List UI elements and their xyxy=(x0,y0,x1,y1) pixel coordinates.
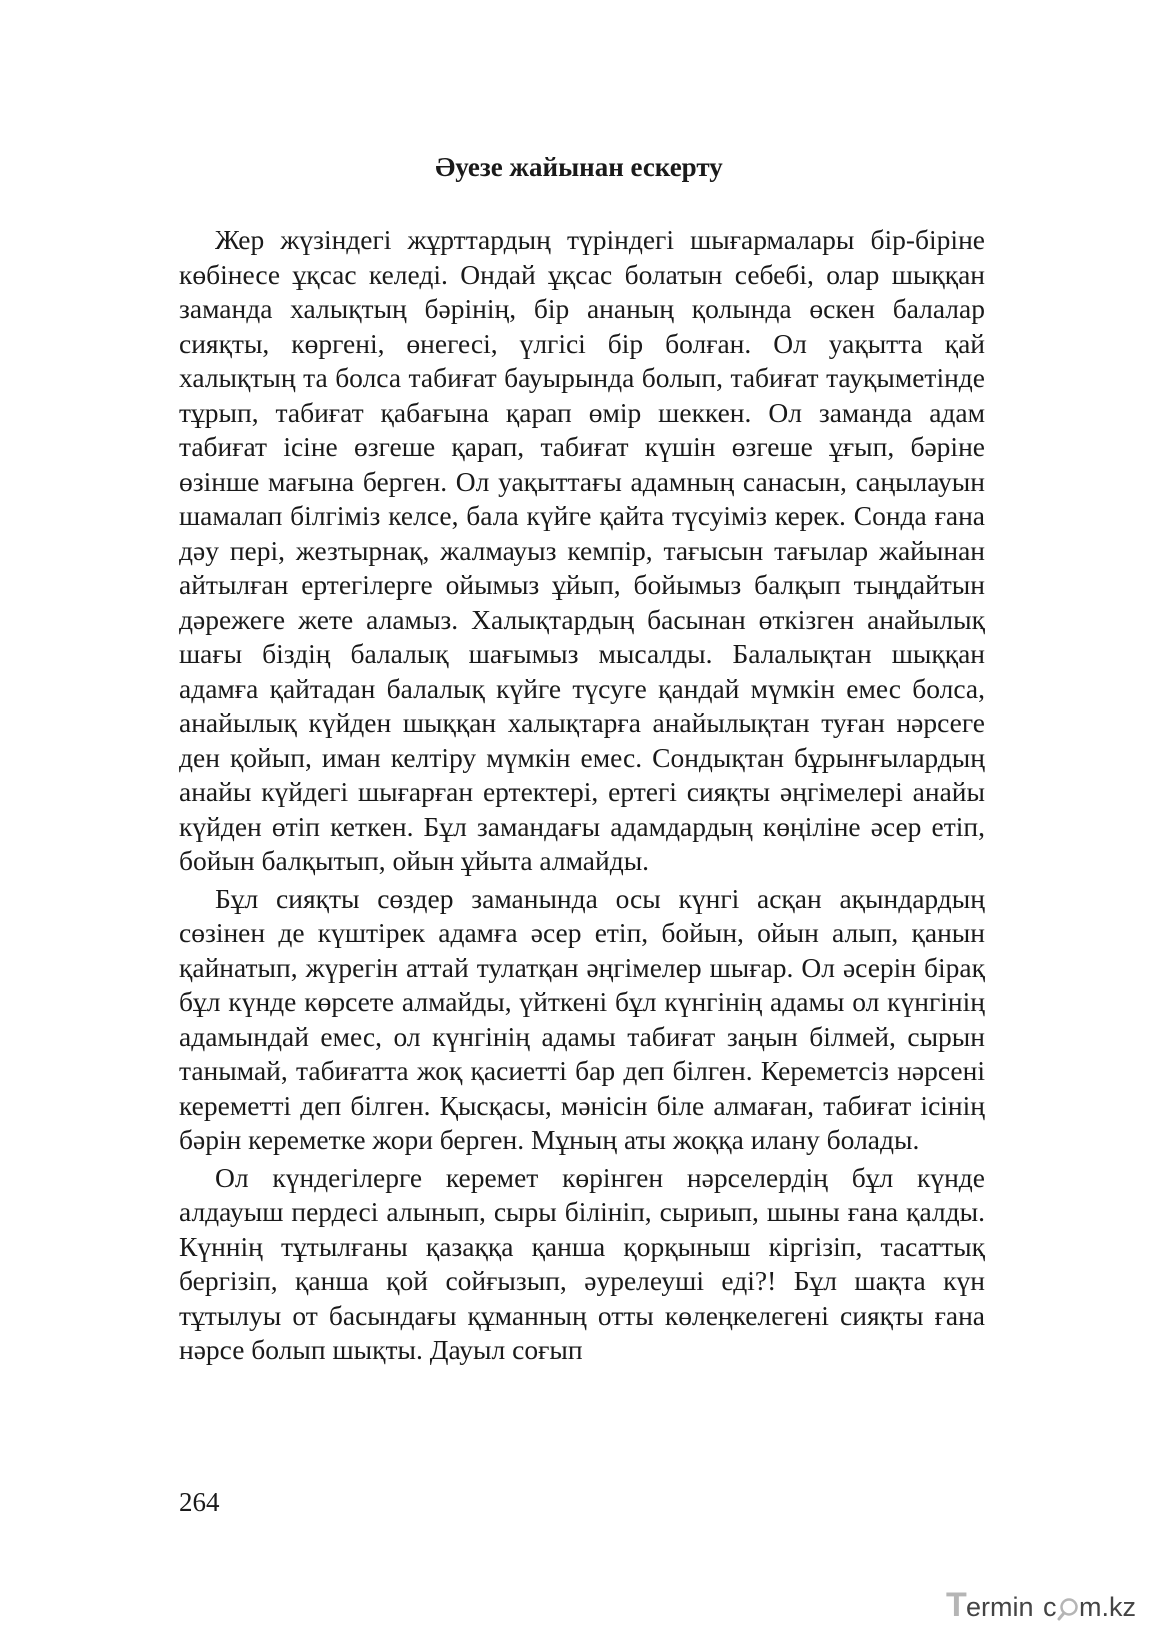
terminkom-logo xyxy=(946,1586,1146,1626)
magnifier-icon xyxy=(1059,1600,1077,1620)
paragraph: Ол күндегілерге керемет көрінген нәрселердің бұл күнде алдауыш пердесі алынып, сыры білініп, сыриып, шыны ғана қалды. Күннің тұтылғаны қазаққа қанша қорқыныш кіргізіп, тасаттық бергізіп, қанша қой сойғызып, әурелеуші еді?! Бұл шақта күн тұтылуы от басындағы құманның отты көлеңкелегені сияқты ғана нәрсе болып шықты. Дауыл соғып xyxy=(179,1161,985,1365)
page-number: 264 xyxy=(179,1487,220,1517)
logo-text-part2: m.kz xyxy=(1079,1592,1136,1622)
body-text xyxy=(179,223,985,1371)
paragraph: Бұл сияқты сөздер заманында осы күнгі асқан ақындардың сөзінен де күштірек адамға әсер етіп, бойын, ойын алып, қанын қайнатып, жүрегін аттай тулатқан әңгімелер шығар. Ол әсерін бірақ бұл күнде көрсете алмайды, үйткені бұл күнгінің адамы ол күнгінің адамындай емес, ол күнгінің адамы табиғат заңын білмей, сырын танымай, табиғатта жоқ қасиетті бар деп білген. Кереметсіз нәрсені кереметті деп білген. Қысқасы, мәнісін біле алмаған, табиғат ісінің бәрін кереметке жори берген. Мұның аты жоққа илану болады. xyxy=(179,882,985,1155)
paragraph: Жер жүзіндегі жұрттардың түріндегі шығармалары бір-біріне көбінесе ұқсас келеді. Ондай ұқсас болатын себебі, олар шыққан заманда халықтың бәрінің, бір ананың қолында өскен балалар сияқты, көргені, өнегесі, үлгісі бір болған. Ол уақытта қай халықтың та болса табиғат бауырында болып, табиғат тауқыметінде тұрып, табиғат қабағына қарап өмір шеккен. Ол заманда адам табиғат ісіне өзгеше қарап, табиғат күшін өзгеше ұғып, бәріне өзінше мағына берген. Ол уақыттағы адамның санасын, саңылауын шамалап білгіміз келсе, бала күйге қайта түсуіміз керек. Сонда ғана дәу пері, жезтырнақ, жалмауыз кемпір, тағысын тағылар жайынан айтылған ертегілерге ойымыз ұйып, бойымыз балқып тыңдайтын дәрежеге жете аламыз. Халықтардың басынан өткізген анайылық шағы біздің балалық шағымыз мысалды. Балалықтан шыққан адамға қайтадан балалық күйге түсуге қандай мүмкін емес болса, анайылық күйден шыққан халықтарға анайылықтан туған нәрсеге ден қойып, иман келтіру мүмкін емес. Сондықтан бұрынғылардың анайы күйдегі шығарған ертектері, ертегі сияқты әңгімелері анайы күйден өтіп кеткен. Бұл замандағы адамдардың көңіліне әсер етіп, бойын балқытып, ойын ұйыта алмайды. xyxy=(179,224,985,876)
logo-letter-t: T xyxy=(946,1586,967,1624)
page-title: Әуезе жайынан ескерту xyxy=(435,152,723,182)
logo-text-part1: ermin xyxy=(966,1592,1034,1622)
logo-text-c: c xyxy=(1043,1592,1057,1622)
